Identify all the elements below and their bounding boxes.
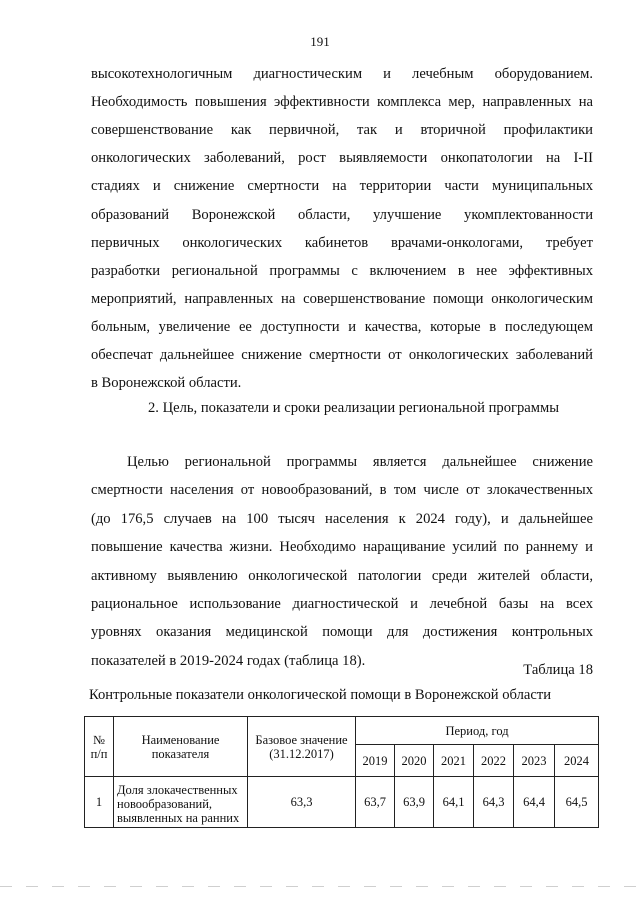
header-year: 2022 xyxy=(474,745,514,777)
indicators-table xyxy=(84,716,599,828)
row-num: 1 xyxy=(85,777,114,828)
header-year: 2019 xyxy=(356,745,395,777)
header-name: Наименование показателя xyxy=(114,717,248,777)
table-label: Таблица 18 xyxy=(523,662,593,678)
paragraph-line: образований Воронежской области, улучшение укомплектованности xyxy=(91,206,593,223)
row-value: 64,3 xyxy=(474,777,514,828)
paragraph-line: онкологических заболеваний, рост выявляемости онкопатологии на I-II xyxy=(91,150,593,167)
scan-artifact xyxy=(0,886,640,887)
row-value: 64,5 xyxy=(555,777,599,828)
header-year: 2020 xyxy=(395,745,434,777)
paragraph-line: больным, увеличение ее доступности и качества, которые в последующем xyxy=(91,318,593,335)
paragraph-line: повышение качества жизни. Необходимо наращивание усилий по раннему и xyxy=(91,539,593,556)
header-year: 2024 xyxy=(555,745,599,777)
header-base: Базовое значение (31.12.2017) xyxy=(248,717,356,777)
paragraph-line: уровнях оказания медицинской помощи для достижения контрольных xyxy=(91,624,593,641)
paragraph-line: высокотехнологичным диагностическим и лечебным оборудованием. xyxy=(91,66,593,82)
header-period: Период, год xyxy=(356,717,599,745)
paragraph-line: рациональное использование диагностической и лечебной базы на всех xyxy=(91,596,593,612)
paragraph-line: мероприятий, направленных на совершенствование помощи онкологическим xyxy=(91,290,593,307)
paragraph-line: первичных онкологических кабинетов врачами-онкологами, требует xyxy=(91,234,593,251)
row-name: Доля злокачественных новообразований, выявленных на ранних xyxy=(114,777,248,828)
paragraph-line: обеспечат дальнейшее снижение смертности от онкологических заболеваний xyxy=(91,347,593,363)
row-value: 64,4 xyxy=(514,777,555,828)
paragraph-line: активному выявлению онкологической патологии среди жителей области, xyxy=(91,567,593,584)
paragraph-line: разработки региональной программы с включением в нее эффективных xyxy=(91,262,593,279)
paragraph-line: совершенствование как первичной, так и вторичной профилактики xyxy=(91,122,593,139)
paragraph-line: Необходимость повышения эффективности комплекса мер, направленных на xyxy=(91,94,593,111)
paragraph-line: в Воронежской области. xyxy=(91,375,242,392)
header-num: № п/п xyxy=(85,717,114,777)
row-base: 63,3 xyxy=(248,777,356,828)
paragraph-line: смертности населения от новообразований, в том числе от злокачественных xyxy=(91,482,593,499)
header-year: 2023 xyxy=(514,745,555,777)
paragraph-line: стадиях и снижение смертности на территории части муниципальных xyxy=(91,178,593,195)
header-year: 2021 xyxy=(434,745,474,777)
section-heading: 2. Цель, показатели и сроки реализации региональной программы xyxy=(148,400,560,416)
paragraph-line: Целью региональной программы является дальнейшее снижение xyxy=(127,454,593,470)
row-value: 63,7 xyxy=(356,777,395,828)
table-row xyxy=(85,777,599,828)
table-title: Контрольные показатели онкологической помощи в Воронежской области xyxy=(88,687,552,703)
paragraph-line: (до 176,5 случаев на 100 тысяч населения к 2024 году), и дальнейшее xyxy=(91,510,593,527)
row-value: 64,1 xyxy=(434,777,474,828)
row-value: 63,9 xyxy=(395,777,434,828)
paragraph-line: показателей в 2019-2024 годах (таблица 18). xyxy=(91,652,366,669)
page-number: 191 xyxy=(310,34,330,49)
